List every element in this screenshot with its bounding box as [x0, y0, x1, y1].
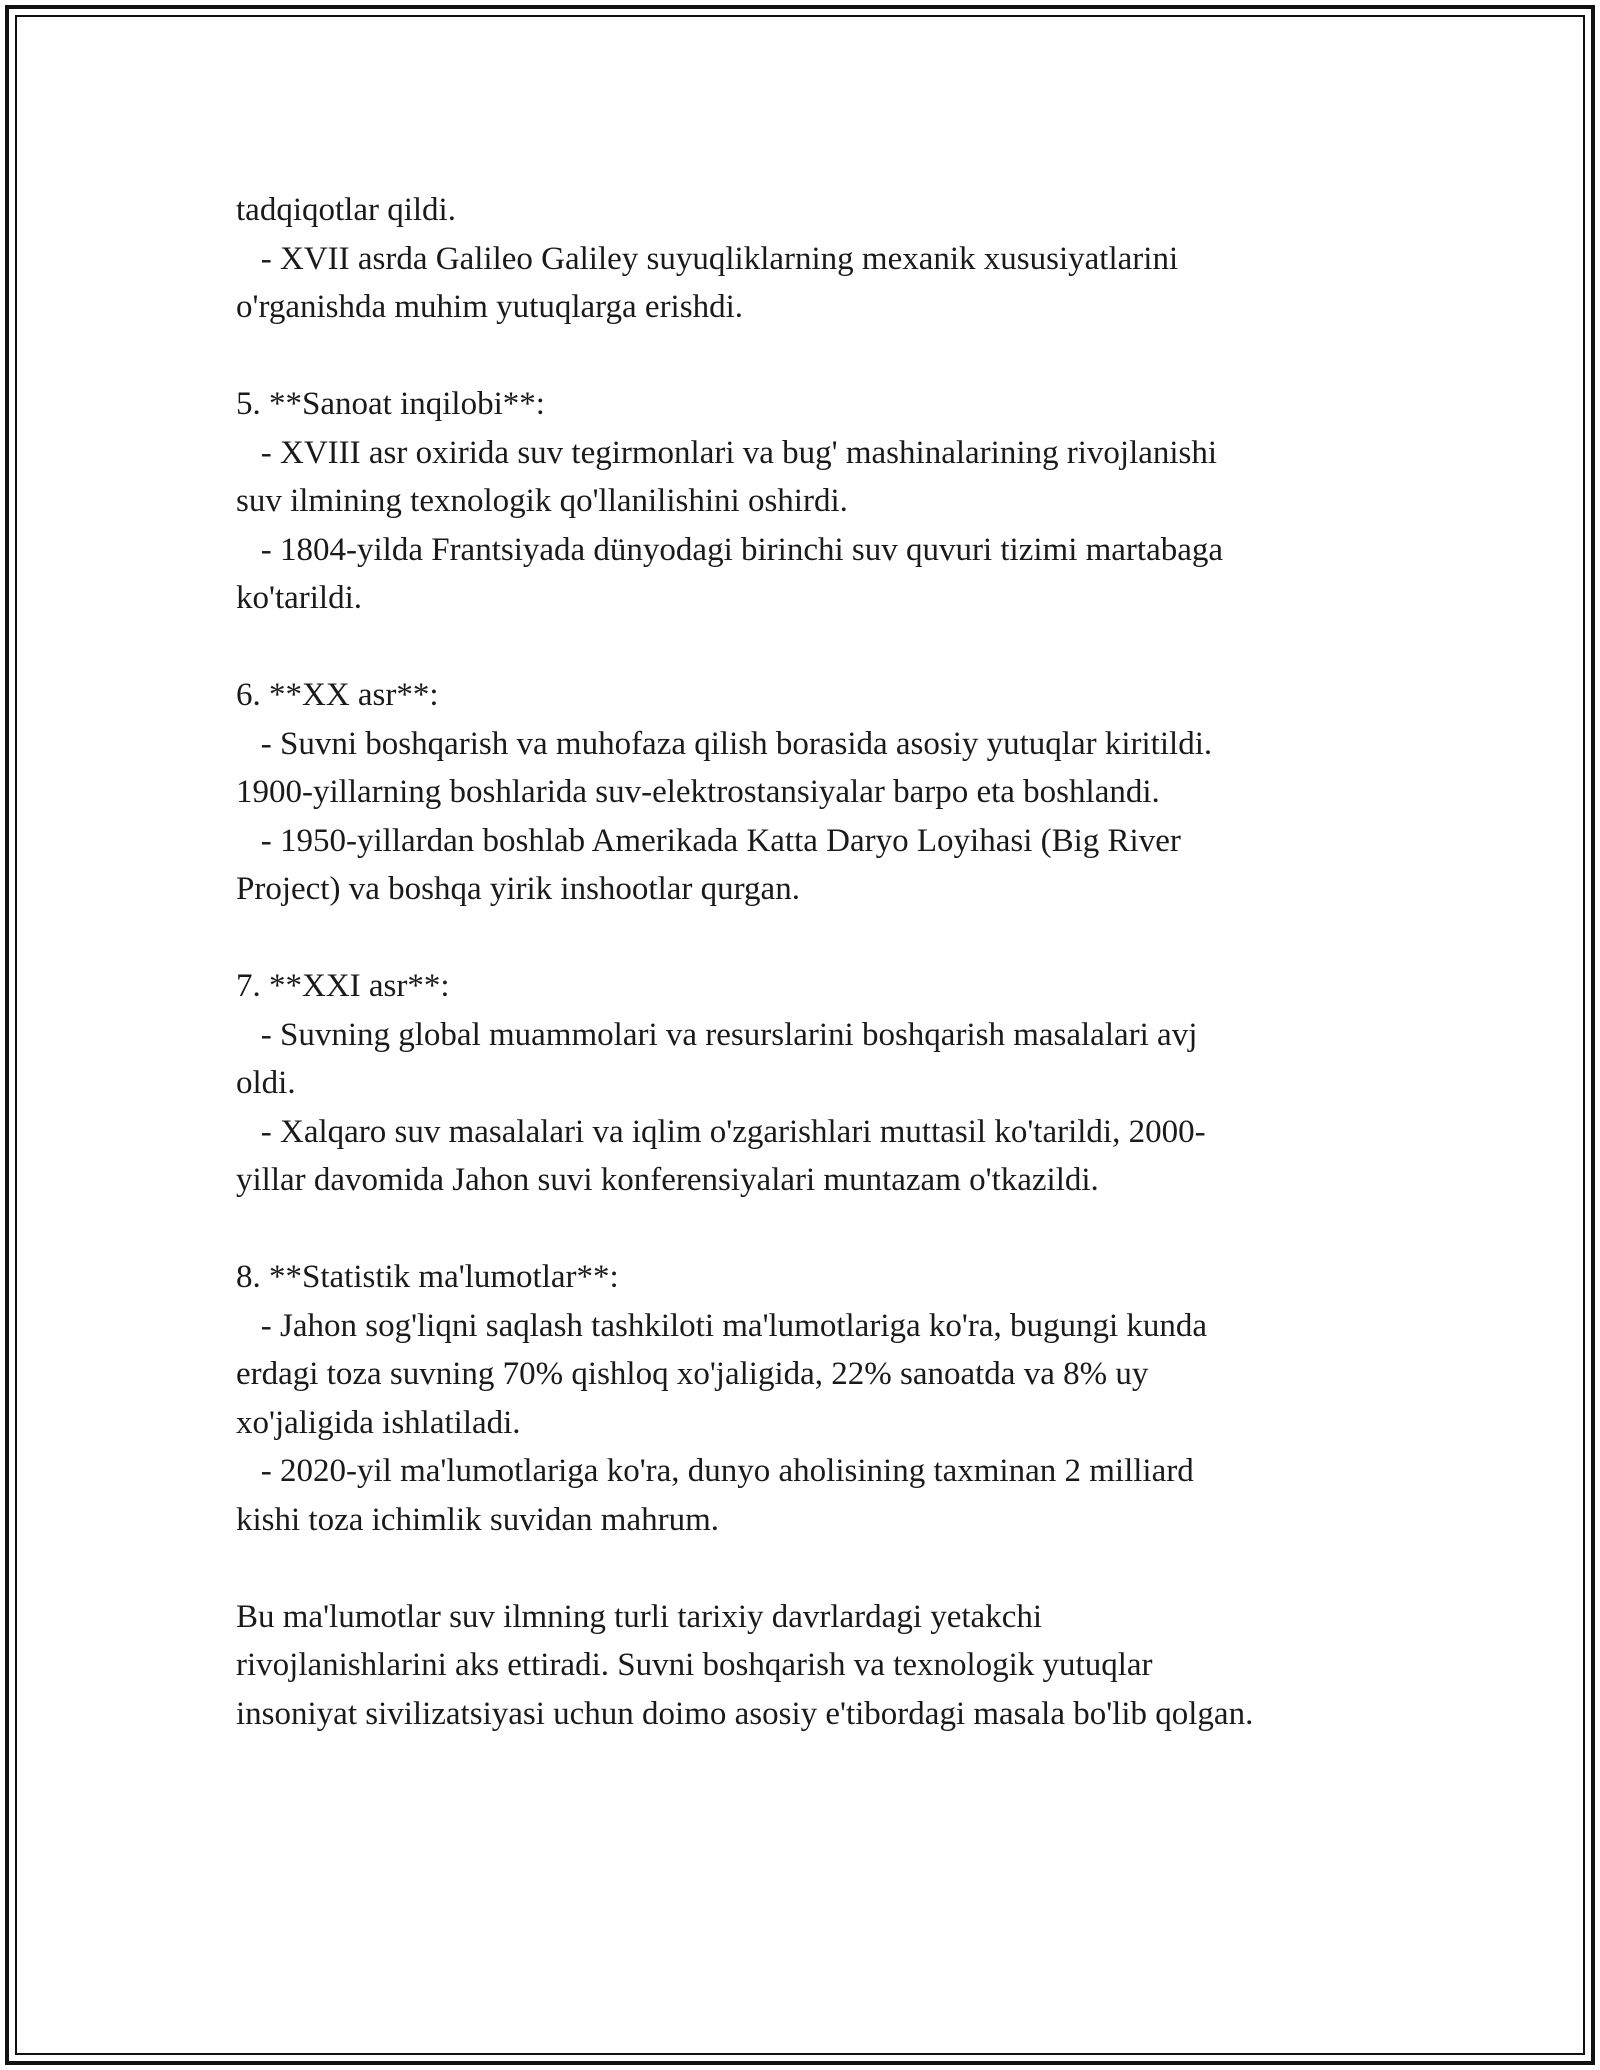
text-line: - Xalqaro suv masalalari va iqlim o'zgarishlari muttasil ko'tarildi, 2000-: [236, 1113, 1206, 1150]
text-line: kishi toza ichimlik suvidan mahrum.: [236, 1501, 720, 1538]
text-line: oldi.: [236, 1065, 296, 1101]
text-line: yillar davomida Jahon suvi konferensiyalari muntazam o'tkazildi.: [236, 1162, 1099, 1198]
paragraph-gap: [236, 623, 1416, 672]
paragraph-gap: [236, 1205, 1416, 1254]
text-line: - XVII asrda Galileo Galiley suyuqliklarning mexanik xususiyatlarini: [236, 240, 1179, 277]
paragraph-gap: [236, 332, 1416, 381]
text-line: erdagi toza suvning 70% qishloq xo'jaligida, 22% sanoatda va 8% uy: [236, 1356, 1149, 1392]
text-line: rivojlanishlarini aks ettiradi. Suvni boshqarish va texnologik yutuqlar: [236, 1647, 1153, 1683]
text-line: xo'jaligida ishlatiladi.: [236, 1404, 521, 1441]
text-line: - Suvni boshqarish va muhofaza qilish borasida asosiy yutuqlar kiritildi.: [236, 725, 1213, 762]
paragraph-gap: [236, 1544, 1416, 1593]
text-line: - Jahon sog'liqni saqlash tashkiloti ma'lumotlariga ko'ra, bugungi kunda: [236, 1307, 1208, 1344]
text-line: o'rganishda muhim yutuqlarga erishdi.: [236, 289, 743, 325]
section-heading: 6. **XX asr**:: [236, 677, 439, 713]
text-line: - 2020-yil ma'lumotlariga ko'ra, dunyo aholisining taxminan 2 milliard: [236, 1453, 1194, 1489]
text-line: Bu ma'lumotlar suv ilmning turli tarixiy davrlardagi yetakchi: [236, 1598, 1043, 1635]
paragraph-gap: [236, 914, 1416, 963]
text-line: - Suvning global muammolari va resurslarini boshqarish masalalari avj: [236, 1016, 1198, 1053]
text-line: tadqiqotlar qildi.: [236, 192, 456, 228]
text-line: ko'tarildi.: [236, 580, 363, 616]
text-line: - 1804-yilda Frantsiyada dünyodagi birinchi suv quvuri tizimi martabaga: [236, 531, 1224, 568]
text-line: - XVIII asr oxirida suv tegirmonlari va bug' mashinalarining rivojlanishi: [236, 434, 1218, 471]
text-line: - 1950-yillardan boshlab Amerikada Katta Daryo Loyihasi (Big River: [236, 822, 1181, 859]
text-line: suv ilmining texnologik qo'llanilishini oshirdi.: [236, 483, 848, 519]
text-line: Project) va boshqa yirik inshootlar qurgan.: [236, 871, 800, 907]
document-body: [236, 186, 1416, 1738]
section-heading: 5. **Sanoat inqilobi**:: [236, 386, 545, 422]
text-line: 1900-yillarning boshlarida suv-elektrostansiyalar barpo eta boshlandi.: [236, 774, 1160, 810]
section-heading: 8. **Statistik ma'lumotlar**:: [236, 1259, 619, 1295]
section-heading: 7. **XXI asr**:: [236, 968, 450, 1004]
text-line: insoniyat sivilizatsiyasi uchun doimo asosiy e'tibordagi masala bo'lib qolgan.: [236, 1695, 1254, 1732]
